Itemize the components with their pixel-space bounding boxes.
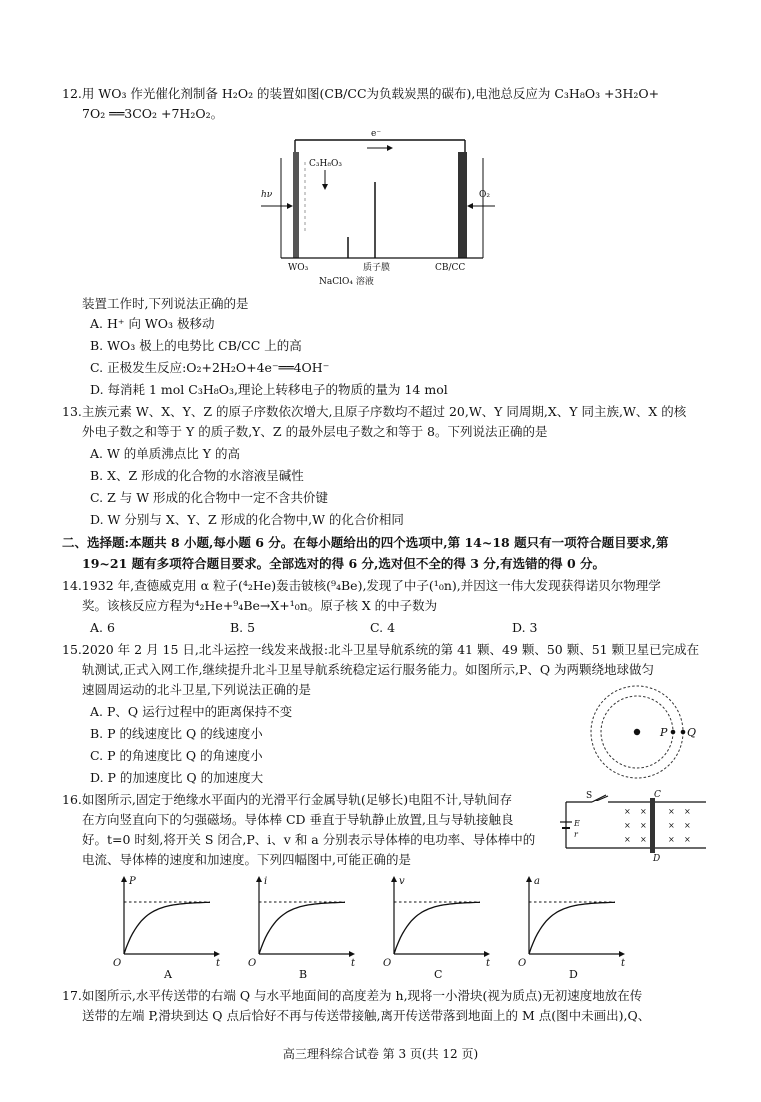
q12-option-c: C. 正极发生反应:O₂+2H₂O+4e⁻══4OH⁻ bbox=[90, 360, 330, 375]
q13-stem-line1: 13.主族元素 W、X、Y、Z 的原子序数依次增大,且原子序数均不超过 20,W、Y 同周期,X、Y 同主族,W、X 的核 bbox=[62, 404, 687, 419]
field-cross-1: × bbox=[640, 807, 647, 816]
q15-stem-line1: 15.2020 年 2 月 15 日,北斗运控一线发来战报:北斗卫星导航系统的第 41 颗、49 颗、50 颗、51 颗卫星已完成在 bbox=[62, 642, 700, 657]
rod-d-label: D bbox=[653, 854, 661, 864]
field-cross-3: × bbox=[684, 807, 691, 816]
electron-label: e⁻ bbox=[371, 129, 382, 139]
field-cross-8: × bbox=[624, 835, 631, 844]
q14-option-a: A. 6 bbox=[90, 620, 115, 635]
q12-electrolysis-figure bbox=[255, 122, 515, 292]
x-axis-label: t bbox=[621, 958, 626, 969]
q12-ask: 装置工作时,下列说法正确的是 bbox=[82, 296, 249, 311]
o2-label: O₂ bbox=[479, 190, 490, 200]
q13-stem-line2: 外电子数之和等于 Y 的质子数,Y、Z 的最外层电子数之和等于 8。下列说法正确的是 bbox=[82, 424, 548, 439]
x-axis-arrow bbox=[214, 951, 220, 957]
q16-stem-line4: 电流、导体棒的速度和加速度。下列四幅图中,可能正确的是 bbox=[82, 852, 411, 867]
page-footer: 高三理科综合试卷 第 3 页(共 12 页) bbox=[282, 1047, 479, 1061]
q13-option-a: A. W 的单质沸点比 Y 的高 bbox=[90, 446, 240, 461]
field-cross-10: × bbox=[668, 835, 675, 844]
q13-option-c: C. Z 与 W 形成的化合物中一定不含共价键 bbox=[90, 490, 329, 505]
y-axis-label: P bbox=[129, 876, 136, 887]
q15-orbit-figure bbox=[590, 682, 700, 782]
resistance-label: r bbox=[574, 830, 578, 839]
q14-stem-line1: 14.1932 年,查德威克用 α 粒子(⁴₂He)轰击铍核(⁹₄Be),发现了中子(¹₀n),并因这一伟大发现获得诺贝尔物理学 bbox=[62, 578, 661, 593]
x-axis-label: t bbox=[486, 958, 491, 969]
q14-option-d: D. 3 bbox=[512, 620, 538, 635]
q15-stem-line2: 轨测试,正式入网工作,继续提升北斗卫星导航系统稳定运行服务能力。如图所示,P、Q 为两颗绕地球做匀 bbox=[82, 662, 655, 677]
q15-option-b: B. P 的线速度比 Q 的线速度小 bbox=[90, 726, 263, 741]
cbcc-label: CB/CC bbox=[435, 263, 466, 273]
curve bbox=[394, 902, 480, 954]
q12-stem-line1: 12.用 WO₃ 作光催化剂制备 H₂O₂ 的装置如图(CB/CC为负载炭黑的碳布),电池总反应为 C₃H₈O₃ +3H₂O+ bbox=[62, 86, 660, 101]
orbit-q-label: Q bbox=[687, 726, 697, 739]
origin-label: O bbox=[383, 958, 392, 969]
field-cross-0: × bbox=[624, 807, 631, 816]
graph-letter: A bbox=[164, 968, 172, 981]
y-axis-label: i bbox=[264, 876, 268, 887]
field-cross-9: × bbox=[640, 835, 647, 844]
section2-line1: 二、选择题:本题共 8 小题,每小题 6 分。在每小题给出的四个选项中,第 14~18 题只有一项符合题目要求,第 bbox=[62, 535, 669, 550]
field-cross-2: × bbox=[668, 807, 675, 816]
y-axis-label: v bbox=[399, 876, 405, 887]
q12-option-a: A. H⁺ 向 WO₃ 极移动 bbox=[90, 316, 215, 331]
origin-label: O bbox=[518, 958, 527, 969]
curve bbox=[259, 902, 345, 954]
q16-stem-line1: 16.如图所示,固定于绝缘水平面内的光滑平行金属导轨(足够长)电阻不计,导轨间存 bbox=[62, 792, 513, 807]
origin-label: O bbox=[113, 958, 122, 969]
x-axis-arrow bbox=[349, 951, 355, 957]
field-cross-4: × bbox=[624, 821, 631, 830]
q15-stem-line3: 速圆周运动的北斗卫星,下列说法正确的是 bbox=[82, 682, 311, 697]
y-axis-label: a bbox=[534, 876, 540, 887]
graph-letter: B bbox=[299, 968, 308, 981]
fuel-label: C₃H₈O₃ bbox=[309, 159, 342, 169]
section2-line2: 19~21 题有多项符合题目要求。全部选对的得 6 分,选对但不全的得 3 分,有选错的得 0 分。 bbox=[82, 556, 606, 571]
q17-stem-line2: 送带的左端 P,滑块到达 Q 点后恰好不再与传送带接触,离开传送带落到地面上的 M 点(图中未画出),Q、 bbox=[82, 1008, 651, 1023]
graph-B bbox=[248, 876, 356, 981]
x-axis-label: t bbox=[351, 958, 356, 969]
x-axis-arrow bbox=[619, 951, 625, 957]
q16-graphs bbox=[110, 870, 640, 980]
q15-option-a: A. P、Q 运行过程中的距离保持不变 bbox=[90, 704, 293, 719]
q16-stem-line2: 在方向竖直向下的匀强磁场。导体棒 CD 垂直于导轨静止放置,且与导轨接触良 bbox=[82, 812, 514, 827]
graph-D bbox=[518, 876, 626, 981]
field-cross-6: × bbox=[668, 821, 675, 830]
graph-A bbox=[113, 876, 221, 981]
q15-option-c: C. P 的角速度比 Q 的角速度小 bbox=[90, 748, 263, 763]
field-cross-7: × bbox=[684, 821, 691, 830]
q12-option-b: B. WO₃ 极上的电势比 CB/CC 上的高 bbox=[90, 338, 302, 353]
q13-option-d: D. W 分别与 X、Y、Z 形成的化合物中,W 的化合价相同 bbox=[90, 512, 404, 527]
q12-option-d: D. 每消耗 1 mol C₃H₈O₃,理论上转移电子的物质的量为 14 mol bbox=[90, 382, 448, 397]
q15-option-d: D. P 的加速度比 Q 的加速度大 bbox=[90, 770, 264, 785]
q14-stem-line2: 奖。该核反应方程为⁴₂He+⁹₄Be→X+¹₀n。原子核 X 的中子数为 bbox=[82, 598, 438, 613]
origin-label: O bbox=[248, 958, 257, 969]
q16-circuit-figure bbox=[556, 790, 716, 862]
membrane-label: 质子膜 bbox=[363, 263, 391, 273]
x-axis-label: t bbox=[216, 958, 221, 969]
wo3-label: WO₃ bbox=[288, 263, 309, 273]
q14-option-b: B. 5 bbox=[230, 620, 256, 635]
graph-letter: C bbox=[434, 968, 443, 981]
switch-label: S bbox=[586, 791, 593, 801]
y-axis-arrow bbox=[526, 876, 532, 882]
curve bbox=[529, 902, 615, 954]
curve bbox=[124, 902, 210, 954]
y-axis-arrow bbox=[391, 876, 397, 882]
rod-c-label: C bbox=[654, 790, 661, 800]
solution-label: NaClO₄ 溶液 bbox=[319, 277, 374, 287]
field-cross-11: × bbox=[684, 835, 691, 844]
emf-label: E bbox=[574, 819, 580, 828]
light-label: hν bbox=[261, 190, 273, 200]
graph-C bbox=[383, 876, 491, 981]
q13-option-b: B. X、Z 形成的化合物的水溶液呈碱性 bbox=[90, 468, 304, 483]
y-axis-arrow bbox=[121, 876, 127, 882]
field-cross-5: × bbox=[640, 821, 647, 830]
orbit-p-label: P bbox=[660, 726, 668, 739]
x-axis-arrow bbox=[484, 951, 490, 957]
q14-option-c: C. 4 bbox=[370, 620, 396, 635]
y-axis-arrow bbox=[256, 876, 262, 882]
q17-stem-line1: 17.如图所示,水平传送带的右端 Q 与水平地面间的高度差为 h,现将一小滑块(视为质点)无初速度地放在传 bbox=[62, 988, 643, 1003]
q12-stem-line2: 7O₂ ══3CO₂ +7H₂O₂。 bbox=[82, 106, 224, 121]
graph-letter: D bbox=[569, 968, 578, 981]
q16-stem-line3: 好。t=0 时刻,将开关 S 闭合,P、i、v 和 a 分别表示导体棒的电功率、导体棒中的 bbox=[82, 832, 536, 847]
